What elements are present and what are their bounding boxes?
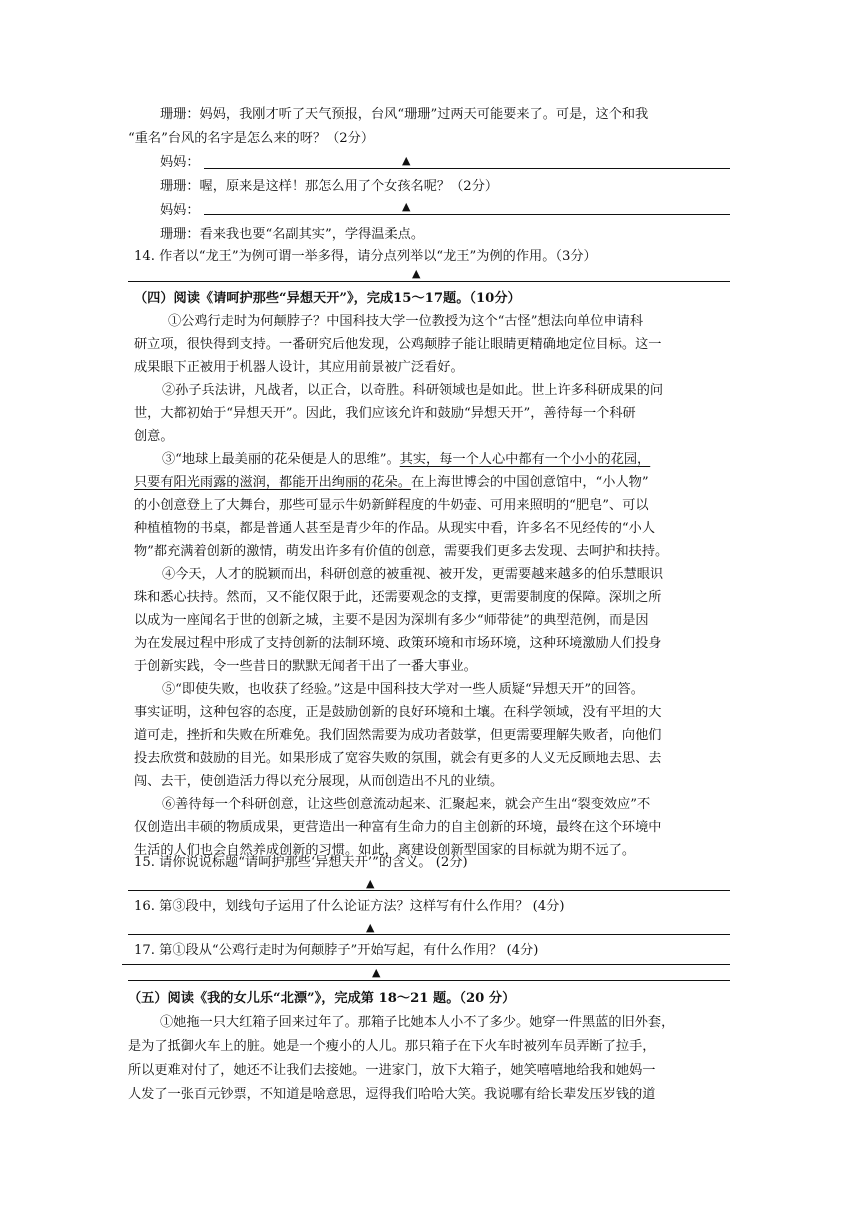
paragraph-line: 珠和悉心扶持。然而，又不能仅限于此，还需要观念的支撑，更需要制度的保障。深圳之所	[134, 590, 662, 605]
paragraph-line: 的小创意登上了大舞台，那些可显示牛奶新鲜程度的牛奶壶、可用来照明的“肥皂”、可以	[134, 498, 649, 513]
dialog-line: 珊珊：看来我也要“名副其实”，学得温柔点。	[160, 227, 425, 242]
paragraph-line: ⑥善待每一个科研创意，让这些创意流动起来、汇聚起来，就会产生出“裂变效应”不	[162, 797, 651, 812]
paragraph-line: 成果眼下正被用于机器人设计，其应用前景被广泛看好。	[134, 360, 464, 375]
dialog-line: 珊珊：喔，原来是这样！那怎么用了个女孩名呢？（2分）	[160, 179, 499, 194]
paragraph-line: 生活的人们也会自然养成创新的习惯。如此，离建设创新型国家的目标就为期不远了。	[134, 843, 636, 858]
answer-marker: ▲	[366, 921, 375, 934]
question-16: 16. 第③段中，划线句子运用了什么论证方法？这样写有什么作用？ (4分)	[134, 899, 565, 914]
paragraph-line: 道可走，挫折和失败在所难免。我们固然需要为成功者鼓掌，但更需要理解失败者，向他们	[134, 728, 662, 743]
paragraph-line	[134, 472, 649, 494]
question-15: 15. 请你说说标题“请呵护那些‘异想天开’”的含义。 (2分)	[134, 855, 468, 870]
answer-line[interactable]	[128, 934, 730, 935]
paragraph-line	[162, 449, 650, 471]
underlined-sentence: 只要有阳光雨露的滋润，都能开出绚丽的花朵。	[134, 475, 411, 490]
paragraph-line: 人发了一张百元钞票，不知道是啥意思，逗得我们哈哈大笑。我说哪有给长辈发压岁钱的道	[128, 1087, 656, 1102]
paragraph-line: 物”都充满着创新的激情，萌发出许多有价值的创意，需要我们更多去发现、去呵护和扶持。	[134, 544, 669, 559]
answer-blank[interactable]	[204, 168, 730, 169]
answer-blank[interactable]	[204, 214, 730, 215]
paragraph-line: 于创新实践，令一些昔日的默默无闻者干出了一番大事业。	[134, 659, 477, 674]
question-14: 14. 作者以“龙王”为例可谓一举多得，请分点列举以“龙王”为例的作用。（3分）	[134, 249, 597, 264]
dialog-line: 珊珊：妈妈，我刚才听了天气预报，台风“珊珊”过两天可能要来了。可是，这个和我	[160, 107, 649, 122]
dialog-label-mom: 妈妈：	[160, 155, 200, 170]
paragraph-line: 世，大都初始于“异想天开”。因此，我们应该允许和鼓励“异想天开”，善待每一个科研	[134, 406, 636, 421]
paragraph-line: 创意。	[134, 429, 174, 444]
paragraph-line: 投去欣赏和鼓励的目光。如果形成了宽容失败的氛围，就会有更多的人义无反顾地去思、去	[134, 751, 662, 766]
paragraph-line: 事实证明，这种包容的态度，正是鼓励创新的良好环境和土壤。在科学领域，没有平坦的大	[134, 705, 662, 720]
paragraph-line: 以成为一座闻名于世的创新之城，主要不是因为深圳有多少“师带徒”的典型范例，而是因	[134, 613, 649, 628]
paragraph-line: ①公鸡行走时为何颠脖子？中国科技大学一位教授为这个“古怪”想法向单位申请科	[168, 314, 644, 329]
paragraph-line: 仅创造出丰硕的物质成果，更营造出一种富有生命力的自主创新的环境，最终在这个环境中	[134, 820, 662, 835]
paragraph-text: 在上海世博会的中国创意馆中，“小人物”	[410, 475, 649, 490]
paragraph-line: ①她拖一只大红箱子回来过年了。那箱子比她本人小不了多少。她穿一件黑蓝的旧外套，	[160, 1015, 675, 1030]
dialog-line: “重名”台风的名字是怎么来的呀？（2分）	[128, 131, 375, 146]
paragraph-line: 是为了抵御火车上的脏。她是一个瘦小的人儿。那只箱子在下火车时被列车员弄断了拉手，	[128, 1039, 656, 1054]
answer-marker: ▲	[412, 267, 421, 280]
paragraph-line: 闯、去干，使创造活力得以充分展现，从而创造出不凡的业绩。	[134, 774, 504, 789]
answer-line[interactable]	[128, 281, 730, 282]
section-4-title: （四）阅读《请呵护那些“异想天开”》，完成15～17题。（10分）	[134, 291, 521, 306]
dialog-label-mom: 妈妈：	[160, 203, 200, 218]
question-17: 17. 第①段从“公鸡行走时为何颠脖子”开始写起，有什么作用？ (4分)	[134, 943, 539, 958]
section-5-title: （五）阅读《我的女儿乐“北漂”》，完成第 18～21 题。（20 分）	[128, 991, 516, 1006]
paragraph-line: 种植植物的书桌，都是普通人甚至是青少年的作品。从现实中看，许多名不见经传的“小人	[134, 521, 656, 536]
underlined-sentence: 其实，每一个人心中都有一个小小的花园，	[399, 452, 651, 467]
answer-line[interactable]	[122, 964, 730, 965]
paragraph-line: 为在发展过程中形成了支持创新的法制环境、政策环境和市场环境，这种环境激励人们投身	[134, 636, 662, 651]
answer-marker: ▲	[402, 200, 411, 213]
answer-marker: ▲	[366, 877, 375, 890]
answer-line[interactable]	[128, 890, 730, 891]
paragraph-text: ③“地球上最美丽的花朵便是人的思维”。	[162, 452, 400, 467]
answer-line[interactable]	[128, 980, 730, 981]
paragraph-line: ④今天，人才的脱颖而出，科研创意的被重视、被开发，更需要越来越多的伯乐慧眼识	[162, 567, 664, 582]
answer-marker: ▲	[372, 966, 381, 979]
paragraph-line: ②孙子兵法讲，凡战者，以正合，以奇胜。科研领域也是如此。世上许多科研成果的问	[162, 383, 664, 398]
paragraph-line: 所以更难对付了，她还不让我们去接她。一进家门，放下大箱子，她笑嘻嘻地给我和她妈一	[128, 1063, 656, 1078]
answer-marker: ▲	[402, 154, 411, 167]
paragraph-line: 研立项，很快得到支持。一番研究后他发现，公鸡颠脖子能让眼睛更精确地定位目标。这一	[134, 337, 662, 352]
paragraph-line: ⑤“即使失败，也收获了经验。”这是中国科技大学对一些人质疑“异想天开”的回答。	[162, 682, 644, 697]
